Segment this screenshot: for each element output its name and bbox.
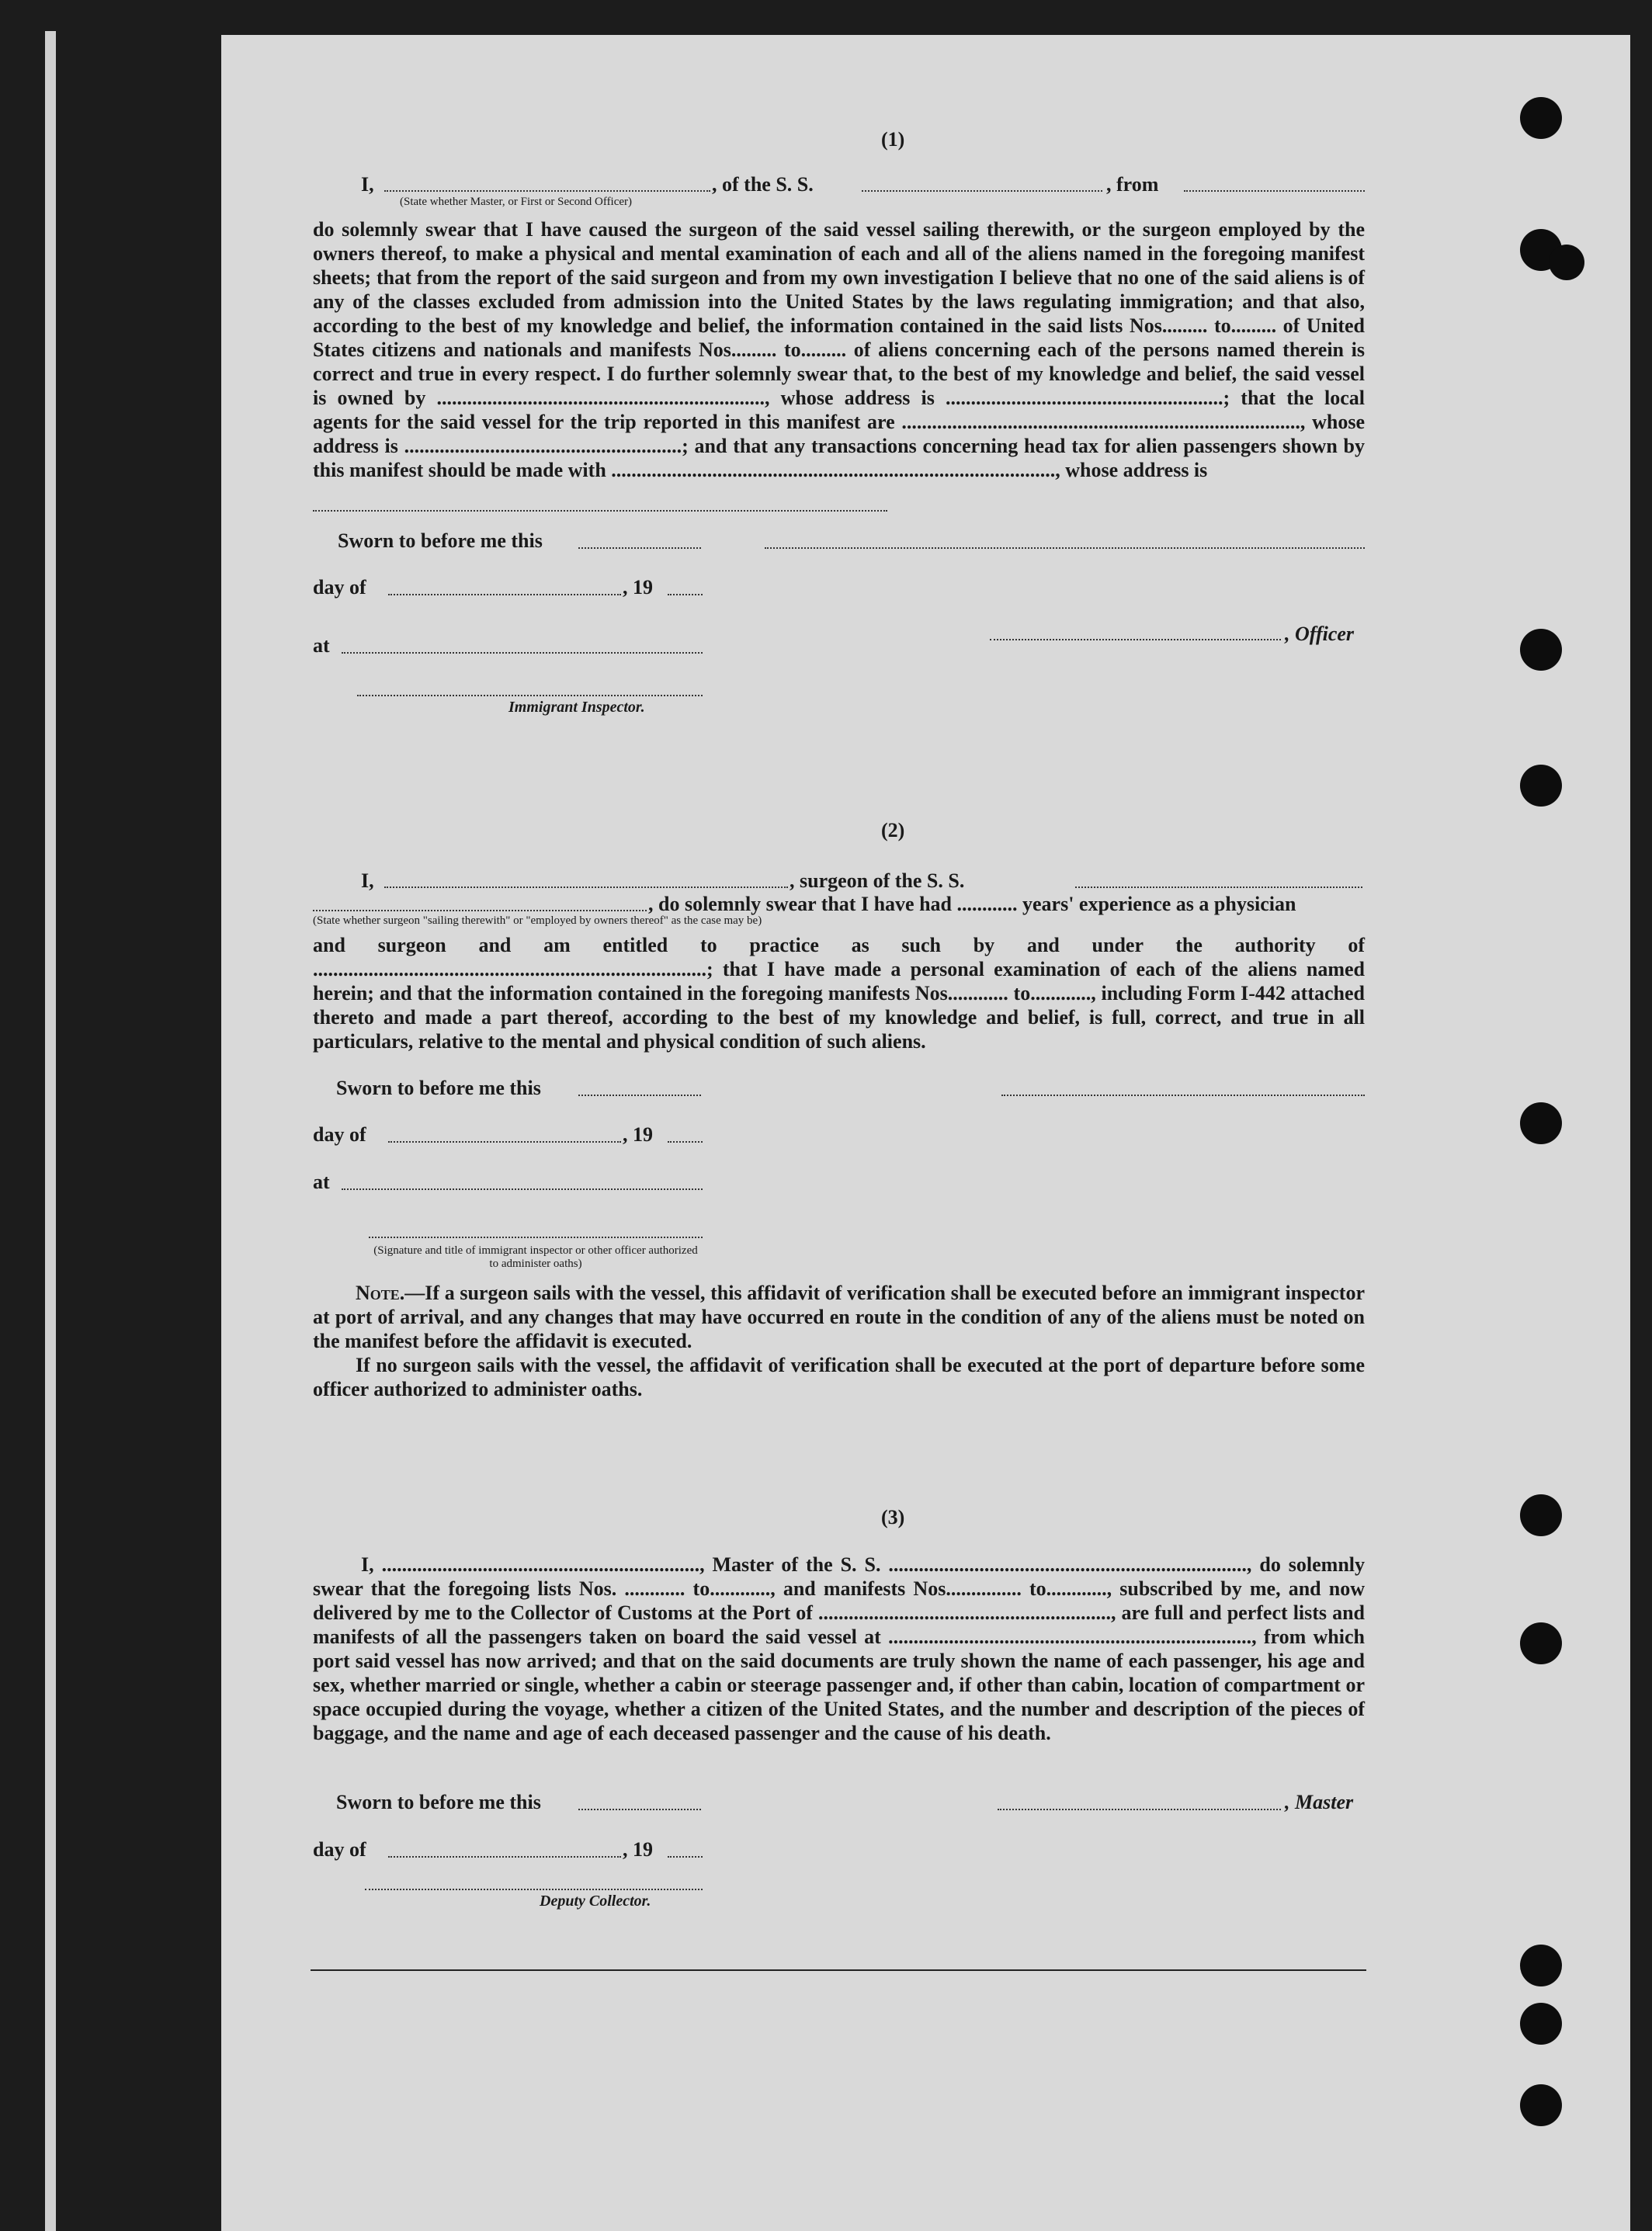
year-field[interactable] xyxy=(668,1856,703,1858)
master-label: , Master xyxy=(1285,1791,1354,1813)
note-block xyxy=(313,1281,1365,1401)
note-text-2: If no surgeon sails with the vessel, the affidavit of verification shall be executed at the port of departure before some officer authorized to administer oaths. xyxy=(313,1354,1365,1400)
inspector-signature-line[interactable] xyxy=(357,695,703,696)
surgeon-oath-line: , do solemnly swear that I have had ............ years' experience as a physician xyxy=(648,893,1296,915)
from-port-field[interactable] xyxy=(1184,190,1365,192)
section-number: (1) xyxy=(881,128,905,151)
officer-caption: (State whether Master, or First or Second Officer) xyxy=(400,196,633,208)
day-of-field[interactable] xyxy=(388,1856,621,1858)
binder-hole xyxy=(1520,97,1562,139)
binder-hole xyxy=(1520,1494,1562,1536)
at-field[interactable] xyxy=(342,652,703,654)
section3-body: I, ..............................................................., Master of the S. S. ......................................................................., do solemnly swear that the foregoing lists Nos. ............ to............, and manifests Nos............... to............, subscribed by me, and now delivered by me to the Collector of Customs at the Port of .........................................................., are full and perfect lists and manifests of all the passengers taken on board the said vessel at ........................................................................, from which port said vessel has now arrived; and that on the said documents are truly shown the name of each passenger, his age and sex, whether married or single, whether a cabin or steerage passenger and, if other than cabin, location of compartment or space occupied during the voyage, whether a citizen of the United States, and the number and description of the pieces of baggage, and the name and age of each deceased passenger and the cause of his death. xyxy=(313,1553,1365,1744)
section2-body: and surgeon and am entitled to practice as such by and under the authority of ..............................................................................; that I have made a personal examination of each of the aliens named herein; and that the information contained in the foregoing manifests Nos............ to............, including Form I-442 attached thereto and made a part thereof, according to the best of my knowledge and belief, is full, correct, and true in all particulars, relative to the mental and physical condition of such aliens. xyxy=(313,934,1365,1053)
at-label: at xyxy=(313,1171,330,1193)
section1-i-label: I, xyxy=(361,173,374,196)
day-of-field[interactable] xyxy=(388,594,621,595)
year-label: , 19 xyxy=(623,576,653,599)
surgeon-signature-line[interactable] xyxy=(1001,1095,1365,1096)
officer-signature-line[interactable] xyxy=(990,639,1281,640)
inspector-signature-line[interactable] xyxy=(369,1237,703,1238)
binder-hole xyxy=(1520,1102,1562,1144)
bottom-rule xyxy=(311,1969,1366,1971)
at-label: at xyxy=(313,634,330,657)
sworn-label: Sworn to before me this xyxy=(338,529,543,552)
binder-hole xyxy=(1520,2003,1562,2045)
master-signature-line[interactable] xyxy=(998,1809,1281,1810)
year-label: , 19 xyxy=(623,1838,653,1861)
surgeon-ship-field[interactable] xyxy=(1075,887,1362,888)
binder-hole xyxy=(1520,629,1562,671)
note-label: Note. xyxy=(356,1282,405,1304)
section1-address-line[interactable] xyxy=(313,510,887,512)
inspector-caption: (Signature and title of immigrant inspector or other officer authorized to administer oaths) xyxy=(373,1244,698,1270)
from-label: , from xyxy=(1106,173,1159,196)
binder-hole xyxy=(1520,2084,1562,2126)
binder-hole xyxy=(1520,1622,1562,1664)
sworn-label: Sworn to before me this xyxy=(336,1791,541,1813)
sworn-date-field[interactable] xyxy=(578,547,701,549)
at-field[interactable] xyxy=(342,1188,703,1190)
day-of-label: day of xyxy=(313,1123,366,1146)
document-page xyxy=(221,35,1630,2231)
ship-label: , of the S. S. xyxy=(712,173,814,196)
officer-label: , Officer xyxy=(1285,623,1355,645)
year-field[interactable] xyxy=(668,1141,703,1143)
day-of-label: day of xyxy=(313,1838,366,1861)
year-field[interactable] xyxy=(668,594,703,595)
officer-title-line[interactable] xyxy=(765,547,1365,549)
officer-name-field[interactable] xyxy=(384,190,710,192)
note-text-1: —If a surgeon sails with the vessel, this affidavit of verification shall be executed before an immigrant inspector at port of arrival, and any changes that may have occurred en route in the condition of any of the aliens must be noted on the manifest before the affidavit is executed. xyxy=(313,1282,1365,1352)
year-label: , 19 xyxy=(623,1123,653,1146)
surgeon-name-field[interactable] xyxy=(384,887,788,888)
day-of-field[interactable] xyxy=(388,1141,621,1143)
collector-label: Deputy Collector. xyxy=(540,1893,651,1910)
binder-hole xyxy=(1520,1945,1562,1986)
collector-signature-line[interactable] xyxy=(365,1889,703,1890)
ship-name-field[interactable] xyxy=(862,190,1102,192)
section1-body: do solemnly swear that I have caused the surgeon of the said vessel sailing therewith, or the surgeon employed by the owners thereof, to make a physical and mental examination of each and all of the aliens named in the foregoing manifest sheets; that from the report of the said surgeon and from my own investigation I believe that no one of the said aliens is of any of the classes excluded from admission into the United States by the laws regulating immigration; and that also, according to the best of my knowledge and belief, the information contained in the said lists Nos......... to......... of United States citizens and nationals and manifests Nos......... to......... of aliens concerning each of the persons named therein is correct and true in every respect. I do further solemnly swear that, to the best of my knowledge and belief, the said vessel is owned by ................................................................., whose address is .......................................................; that the local agents for the said vessel for the trip reported in this manifest are ..............................................................................., whose address is .......................................................; and that any transactions concerning head tax for alien passengers shown by this manifest should be made with ........................................................................................, whose address is xyxy=(313,218,1365,481)
surgeon-status-field[interactable] xyxy=(313,910,647,911)
section2-i-label: I, xyxy=(361,869,374,892)
section-number: (3) xyxy=(881,1506,905,1528)
page-edge-strip xyxy=(45,31,56,2231)
section-number: (2) xyxy=(881,819,905,841)
surgeon-caption: (State whether surgeon "sailing therewith" or "employed by owners thereof" as the case may be) xyxy=(313,914,762,927)
binder-hole xyxy=(1520,765,1562,807)
inspector-label: Immigrant Inspector. xyxy=(508,699,645,716)
sworn-date-field[interactable] xyxy=(578,1095,701,1096)
day-of-label: day of xyxy=(313,576,366,599)
sworn-date-field[interactable] xyxy=(578,1809,701,1810)
sworn-label: Sworn to before me this xyxy=(336,1077,541,1099)
surgeon-ship-label: , surgeon of the S. S. xyxy=(790,869,965,892)
binder-hole xyxy=(1549,245,1584,280)
